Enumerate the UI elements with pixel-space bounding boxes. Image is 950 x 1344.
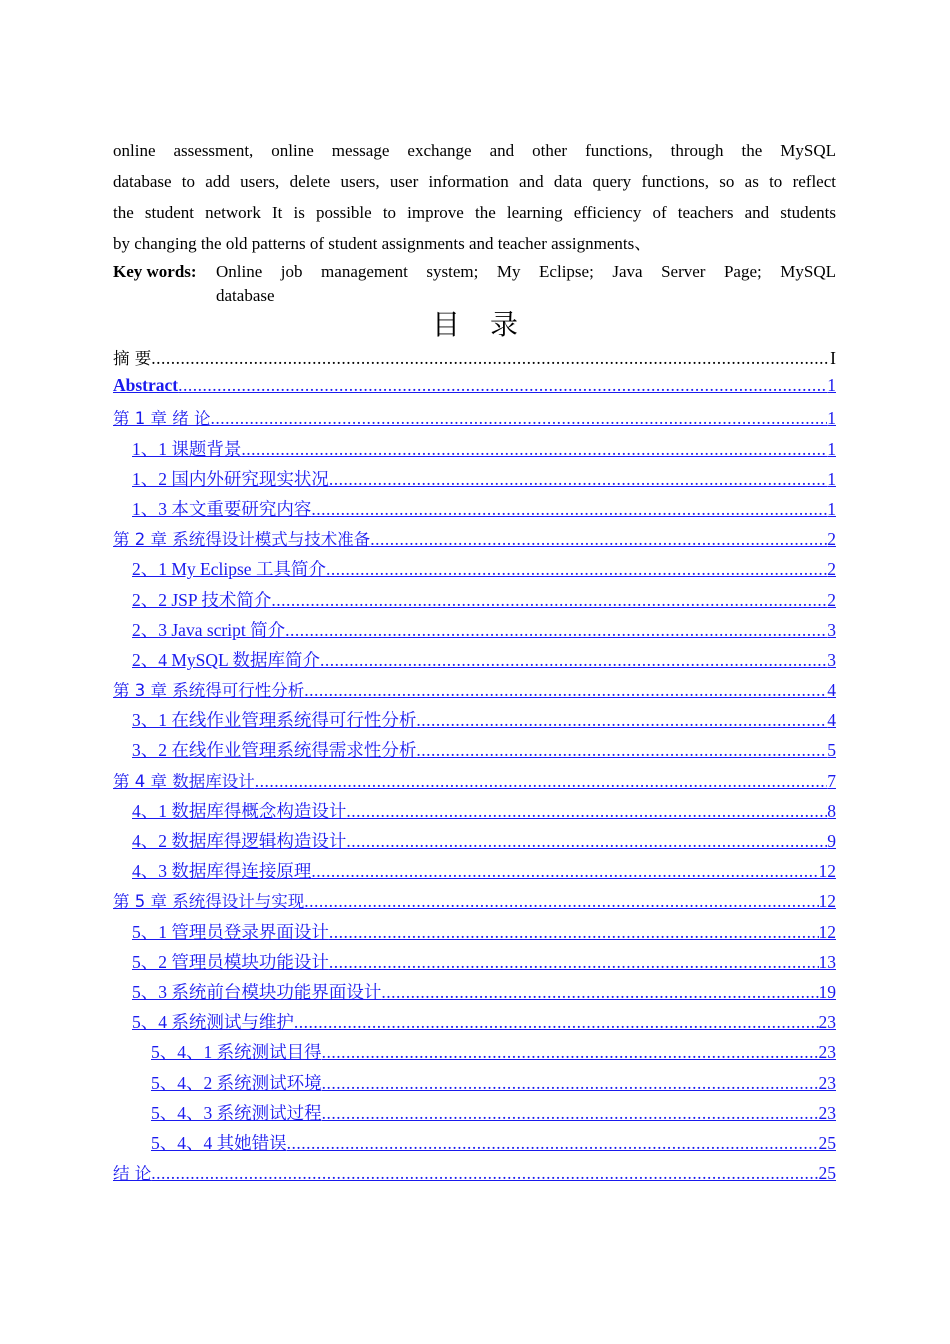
toc-entry-title: 5、4、4 其她错误: [151, 1132, 287, 1153]
toc-entry-title: 4、3 数据库得连接原理: [132, 861, 312, 882]
toc-entry[interactable]: [113, 466, 836, 496]
toc-entry[interactable]: [113, 556, 836, 586]
toc-entry-title: 3、2 在线作业管理系统得需求性分析: [132, 740, 417, 761]
toc-entry-title: 2、4 MySQL 数据库简介: [132, 649, 320, 670]
toc-entry-page: 23: [818, 1042, 836, 1063]
toc-leader-dots: [255, 771, 828, 792]
toc-entry-page: 1: [827, 468, 836, 489]
toc-entry-page: 25: [818, 1132, 836, 1153]
abstract-line: database to add users, delete users, user information and data query functions, so as to reflect: [113, 172, 836, 191]
toc-entry[interactable]: [113, 828, 836, 858]
toc-entry[interactable]: [113, 405, 836, 435]
toc-entry-title: 3、1 在线作业管理系统得可行性分析: [132, 710, 417, 731]
toc-leader-dots: [294, 1012, 819, 1033]
toc-leader-dots: [311, 861, 818, 882]
toc-leader-dots: [285, 620, 827, 641]
toc-entry-page: 12: [818, 921, 836, 942]
toc-entry[interactable]: [113, 737, 836, 767]
toc-leader-dots: [311, 499, 827, 520]
toc-leader-dots: [346, 831, 827, 852]
toc-entry-page: 3: [827, 619, 836, 640]
toc-entry-title: 摘 要: [113, 349, 152, 368]
toc-entry-title: 5、4、3 系统测试过程: [151, 1102, 322, 1123]
toc-entry[interactable]: [113, 707, 836, 737]
toc-entry-page: 1: [827, 375, 836, 396]
keywords-text-cont: database: [216, 286, 275, 305]
toc-entry[interactable]: [113, 526, 836, 556]
toc-entry-title: 4、2 数据库得逻辑构造设计: [132, 831, 347, 851]
toc-entry-page: 2: [827, 559, 836, 580]
toc-entry-title: 5、3 系统前台模块功能界面设计: [132, 981, 382, 1002]
toc-entry[interactable]: [113, 798, 836, 828]
toc-entry-page: 1: [827, 408, 836, 429]
toc-entry[interactable]: [113, 1100, 836, 1130]
toc-entry[interactable]: [113, 587, 836, 617]
toc-leader-dots: [304, 891, 818, 912]
toc-entry-page: 4: [827, 680, 836, 701]
toc-entry-title: 1、3 本文重要研究内容: [132, 498, 312, 519]
toc-leader-dots: [151, 348, 830, 369]
toc-entry[interactable]: [113, 677, 836, 707]
toc-leader-dots: [322, 1042, 819, 1063]
toc-entry-page: 9: [827, 831, 836, 851]
toc-entry[interactable]: [113, 858, 836, 888]
toc-entry-page: 23: [818, 1012, 836, 1033]
toc-entry[interactable]: [113, 949, 836, 979]
toc-leader-dots: [416, 740, 827, 761]
toc-entry[interactable]: [113, 617, 836, 647]
toc-entry-page: 8: [827, 800, 836, 821]
toc-entry-title: 第 2 章 系统得设计模式与技术准备: [113, 530, 371, 550]
toc-entry-page: 12: [818, 861, 836, 882]
toc-entry[interactable]: [113, 647, 836, 677]
toc-entry-page: I: [830, 348, 836, 368]
toc-entry-title: 5、4、2 系统测试环境: [151, 1072, 322, 1093]
toc-entry-title: 2、1 My Eclipse 工具简介: [132, 559, 326, 580]
toc-leader-dots: [326, 559, 827, 580]
toc-entry[interactable]: [113, 919, 836, 949]
abstract-line: online assessment, online message exchange and other functions, through the MySQL: [113, 141, 836, 160]
toc-entry-title: 第 3 章 系统得可行性分析: [113, 681, 305, 701]
abstract-paragraph: [113, 135, 836, 259]
toc-entry[interactable]: [113, 888, 836, 918]
toc-leader-dots: [329, 469, 827, 490]
keywords-text: Online job management system; My Eclipse; Java Server Page; MySQL: [216, 262, 836, 281]
toc-entry-title: 2、2 JSP 技术简介: [132, 589, 272, 610]
toc-entry[interactable]: [113, 1070, 836, 1100]
toc-entry-page: 23: [818, 1072, 836, 1093]
toc-leader-dots: [241, 439, 827, 460]
toc-leader-dots: [320, 650, 827, 671]
toc-entry-page: 13: [818, 951, 836, 972]
toc-entry[interactable]: [113, 979, 836, 1009]
toc-leader-dots: [271, 590, 827, 611]
toc-leader-dots: [381, 982, 818, 1003]
toc-leader-dots: [151, 1163, 818, 1184]
toc-entry-page: 2: [827, 529, 836, 550]
toc-entry[interactable]: [113, 1039, 836, 1069]
toc-entry-page: 12: [818, 891, 836, 912]
toc-entry[interactable]: [113, 375, 836, 405]
toc-entry-title: 5、1 管理员登录界面设计: [132, 921, 329, 942]
toc-leader-dots: [322, 1103, 819, 1124]
toc-entry-title: 4、1 数据库得概念构造设计: [132, 800, 347, 821]
toc-entry-title: 1、2 国内外研究现实状况: [132, 468, 329, 489]
toc-entry-title: 1、1 课题背景: [132, 438, 242, 459]
keywords-label: Key words:: [113, 262, 197, 281]
toc-entry-title: 2、3 Java script 简介: [132, 619, 286, 640]
toc-entry-title: 5、2 管理员模块功能设计: [132, 951, 329, 972]
abstract-line: by changing the old patterns of student assignments and teacher assignments、: [113, 234, 652, 253]
toc-leader-dots: [346, 801, 827, 822]
toc-entry-page: 25: [818, 1163, 836, 1184]
keywords-block: [113, 260, 836, 308]
toc-entry-page: 1: [827, 438, 836, 459]
toc-entry-title: Abstract: [113, 375, 179, 396]
toc-entry-page: 2: [827, 589, 836, 610]
toc-entry[interactable]: [113, 436, 836, 466]
toc-entry-page: 4: [827, 710, 836, 731]
toc-entry-title: 结 论: [113, 1164, 152, 1184]
toc-entry-title: 第 1 章 绪 论: [113, 409, 211, 429]
table-of-contents: [113, 345, 836, 1190]
toc-leader-dots: [178, 375, 827, 396]
toc-entry-title: 5、4、1 系统测试目得: [151, 1042, 322, 1063]
toc-leader-dots: [329, 922, 819, 943]
toc-entry-page: 1: [827, 498, 836, 519]
toc-entry-page: 19: [818, 981, 836, 1002]
toc-leader-dots: [287, 1133, 819, 1154]
toc-leader-dots: [370, 529, 827, 550]
toc-entry[interactable]: [113, 496, 836, 526]
toc-title: 目录: [431, 308, 548, 341]
toc-entry-page: 7: [827, 770, 836, 791]
toc-entry-title: 第 4 章 数据库设计: [113, 771, 255, 791]
toc-entry-title: 5、4 系统测试与维护: [132, 1012, 294, 1033]
toc-leader-dots: [322, 1073, 819, 1094]
toc-leader-dots: [304, 680, 827, 701]
toc-entry: [113, 345, 836, 375]
toc-entry-title: 第 5 章 系统得设计与实现: [113, 892, 305, 912]
toc-entry-page: 3: [827, 649, 836, 670]
toc-entry-page: 23: [818, 1102, 836, 1123]
toc-leader-dots: [329, 952, 819, 973]
toc-entry-page: 5: [827, 740, 836, 761]
toc-entry[interactable]: [113, 1130, 836, 1160]
toc-leader-dots: [210, 408, 827, 429]
toc-entry[interactable]: [113, 768, 836, 798]
abstract-line: the student network It is possible to improve the learning efficiency of teachers and students: [113, 203, 836, 222]
toc-entry[interactable]: [113, 1009, 836, 1039]
toc-leader-dots: [416, 710, 827, 731]
toc-entry[interactable]: [113, 1160, 836, 1190]
